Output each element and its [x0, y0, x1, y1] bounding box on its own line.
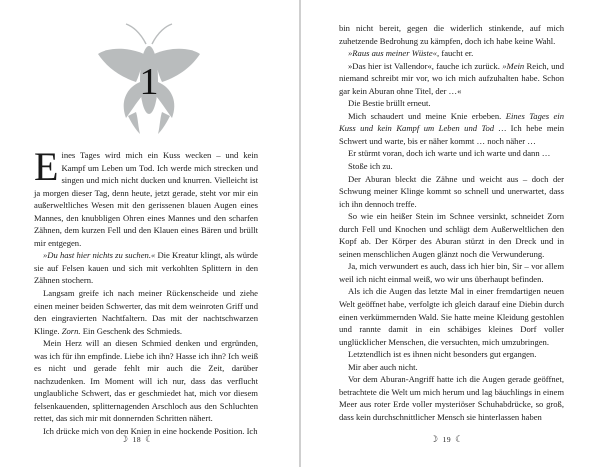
left-page: [0, 0, 299, 467]
paragraph: bin nicht bereit, gegen die widerlich stinkende, auf mich zuhetzende Bedrohung zu kämpfen, doch ich habe keine Wahl.: [339, 23, 564, 46]
italic-text: »Du hast hier nichts zu suchen.«: [43, 250, 156, 261]
paragraph-text: Mich schaudert und meine Knie erbeben.: [348, 110, 506, 121]
paragraph: [339, 60, 564, 98]
paragraph: Ich drücke mich von den Knien in eine hockende Position. Ich: [43, 426, 258, 437]
paragraph: Der Aburan bleckt die Zähne und weicht aus – doch der Schwung meiner Klinge kommt so schnell und unerwartet, dass ich ihn dennoch treffe.: [339, 173, 564, 209]
paragraph-text: Die Kreatur klingt, als würde sie auf Felsen kauen und sich mit verkohlten Splittern in den Zähnen stochern.: [34, 250, 258, 286]
moth-emblem-icon: [96, 18, 202, 138]
paragraph: [34, 249, 258, 287]
drop-cap: E: [34, 144, 59, 189]
italic-text: Zorn.: [61, 325, 81, 336]
paragraph: Letztendlich ist es ihnen nicht besonders gut ergangen.: [348, 349, 537, 360]
page-number: [120, 434, 154, 445]
paragraph-text: ines Tages wird mich ein Kuss wecken – und kein Kampf um Leben um Tod. Ich werde mich strecken und singen und mich nicht ducken und knurren. Vielleicht ist ja morgen dieser Tag, denn heute, jetzt gerade, steht vor mir ein außerweltliches Wesen mit den gerissenen blauen Augen eines Mannes, den knubbligen Ohren eines Mannes und den scharfen Zähnen, dem kurzen Fell und den Klauen eines Bären und brüllt mir entgegen.: [34, 150, 258, 248]
page-number: [430, 434, 464, 445]
paragraph-text: Ich hebe mein Schwert und warte, bis er näher kommt … noch näher …: [339, 123, 565, 146]
crescent-moon-icon: ☾: [455, 434, 464, 444]
paragraph: [339, 47, 564, 60]
page-number-text: 18: [132, 435, 142, 444]
italic-text: Eines Tages ein Kuss und kein Kampf um Leben und Tod …: [339, 110, 564, 134]
crescent-moon-icon: ☽: [430, 434, 439, 444]
right-page-text: [339, 22, 564, 424]
paragraph-text: »Das hier ist Vallendor«, fauche ich zurück.: [348, 60, 503, 71]
italic-text: »Raus aus meiner Wüste«,: [348, 48, 440, 59]
paragraph-text: Reich, und niemand schreibt mir vor, wo ich mich aufzuhalten habe. Schon gar kein Aburan ohne Titel, der …«: [339, 60, 564, 96]
paragraph-text: Langsam greife ich nach meiner Rückenscheide und ziehe einen meiner beiden Schwerter, das mit dem weinroten Griff und den eingravierten Nachtfaltern. Das mit der nachtschwarzen Klinge.: [34, 288, 258, 336]
paragraph: [34, 287, 258, 337]
chapter-number: 1: [139, 61, 159, 103]
paragraph: [339, 110, 564, 148]
paragraph: Als ich die Augen das letzte Mal in einer fremdartigen neuen Welt geöffnet habe, verfolgte ich gleich darauf eine Diebin durch einen verkümmernden Wald. Sie hatte meine Kleidung gestohlen und rannte damit in ein schäbiges kleines Dorf voller unglücklicher Menschen, die versuchten, mich umzubringen.: [339, 286, 564, 347]
right-page: [301, 0, 600, 467]
paragraph-text: Ein Geschenk des Schmieds.: [80, 325, 183, 336]
left-page-text: [34, 144, 258, 438]
italic-text: »Mein: [502, 60, 525, 71]
paragraph: Mein Herz will an diesen Schmied denken und ergründen, was ich für ihn empfinde. Liebe ich ihn? Hasse ich ihn? Ich weiß es nicht und gerade fehlt mir auch die Zeit, darüber nachzudenken. Im Moment will ich nur, dass das verflucht unglaubliche Schwert, das er geschmiedet hat, mich vor diesem felsenkauenden, splitternagenden Arschloch aus den Schluchten rettet, das sich mir mit donnernden Schritten nähert.: [34, 338, 258, 424]
paragraph-text: faucht er.: [439, 48, 474, 59]
paragraph: Vor dem Aburan-Angriff hatte ich die Augen gerade geöffnet, betrachtete die Welt um mich herum und lag bäuchlings in einem Meer aus roter Erde voller mysteriöser Schuhabdrücke, so groß, dass kein durchschnittlicher Mensch sie hinterlassen haben: [339, 374, 564, 422]
page-number-text: 19: [442, 435, 452, 444]
paragraph: Stoße ich zu.: [348, 161, 393, 172]
crescent-moon-icon: ☽: [120, 434, 129, 444]
paragraph: Er stürmt voran, doch ich warte und ich warte und dann …: [348, 148, 551, 159]
crescent-moon-icon: ☾: [145, 434, 154, 444]
paragraph: Mir aber auch nicht.: [348, 361, 418, 372]
paragraph: [34, 144, 258, 249]
paragraph: Die Bestie brüllt erneut.: [348, 98, 431, 109]
paragraph: Ja, mich verwundert es auch, dass ich hier bin, Sir – vor allem weil ich nicht einmal weiß, wo wir uns überhaupt befinden.: [339, 261, 564, 284]
paragraph: So wie ein heißer Stein im Schnee versinkt, schneidet Zorn durch Fell und Knochen und schlägt dem Außerweltlichen den Kopf ab. Der Körper des Aburan stürzt in den Dreck und in seinen menschlichen Augen glänzt noch die Verwunderung.: [339, 211, 564, 259]
